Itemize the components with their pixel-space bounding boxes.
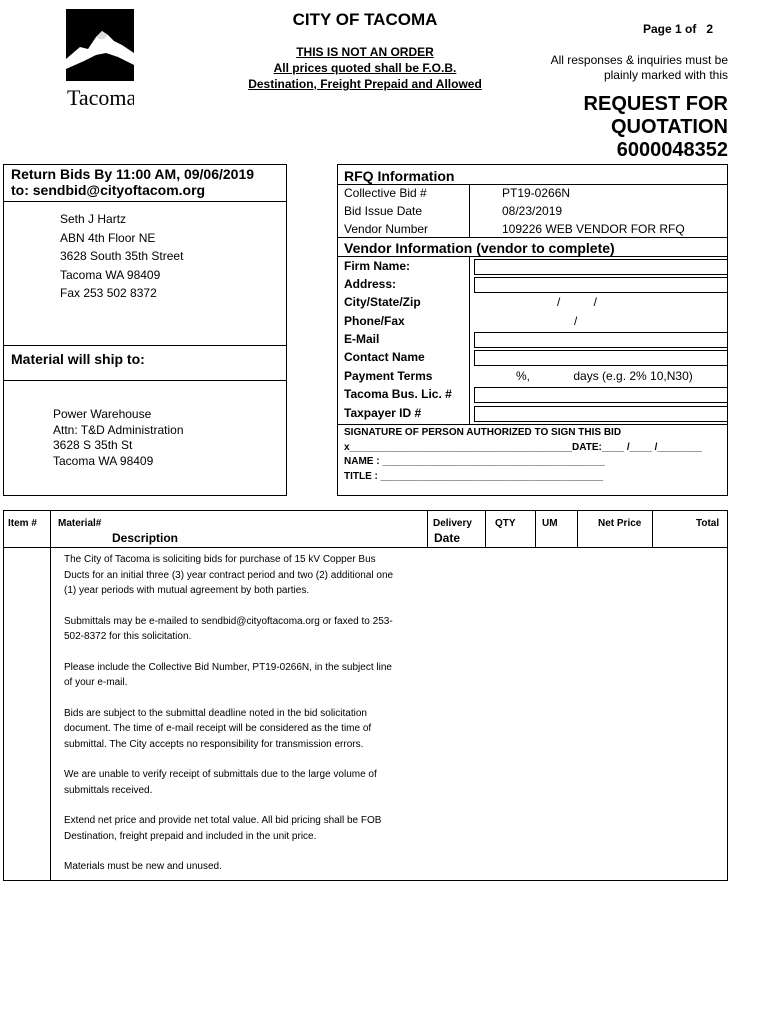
description-paragraph: We are unable to verify receipt of submittals due to the large volume of submittals received. [64,769,377,796]
rfq-number: 6000048352 [616,139,728,161]
taxpayer-id-label: Taxpayer ID # [344,406,422,420]
col-um: UM [542,518,558,529]
rfq-value-collective: PT19-0266N [502,186,571,200]
rfq-value-issue-date: 08/23/2019 [502,204,563,218]
email-input[interactable] [474,332,728,348]
return-address [60,210,183,303]
col-date: Date [434,531,461,545]
phone-fax-input[interactable]: / [574,314,578,328]
col-net-price: Net Price [598,518,642,529]
rfq-label-issue-date: Bid Issue Date [344,204,423,218]
item-description [64,552,394,890]
ship-to-address [53,407,184,470]
address-line: Fax 253 502 8372 [60,286,157,300]
page-indicator: Page 1 of 2 [643,22,714,36]
firm-name-label: Firm Name: [344,259,411,273]
notice-line: All prices quoted shall be F.O.B. [273,61,457,75]
address-line: ABN 4th Floor NE [60,230,156,245]
city-state-zip-input[interactable]: / / [557,295,598,309]
logo-text: Tacoma [67,85,134,110]
contact-name-input[interactable] [474,350,728,366]
description-paragraph: Submittals may be e-mailed to sendbid@cityoftacoma.org or faxed to 253-502-8372 for this solicitation. [64,615,393,642]
rfq-title-line: QUOTATION [610,116,728,138]
address-line: Attn: T&D Administration [53,422,184,437]
col-total: Total [696,518,720,529]
city-logo [66,9,134,110]
address-line: 3628 South 35th Street [60,249,184,263]
items-table [3,510,728,881]
return-bids-box [3,164,287,496]
city-title: CITY OF TACOMA [292,10,438,29]
notice-line: THIS IS NOT AN ORDER [296,45,434,59]
return-bids-title [11,166,254,198]
phone-fax-label: Phone/Fax [344,314,405,328]
rfq-info-title: RFQ Information [344,168,455,184]
payment-terms-label: Payment Terms [344,369,433,383]
taxpayer-id-input[interactable] [474,406,728,422]
responses-line: All responses & inquiries must be [550,53,728,67]
contact-name-label: Contact Name [344,350,425,364]
city-state-zip-label: City/State/Zip [344,295,421,309]
address-line: Tacoma WA 98409 [60,267,161,282]
description-paragraph: Materials must be new and unused. [64,861,222,872]
address-line: Seth J Hartz [60,212,127,226]
title-line[interactable]: TITLE : ________________________________________ [344,470,604,482]
payment-terms-input[interactable]: %, days (e.g. 2% 10,N30) [516,369,693,383]
notice-line: Destination, Freight Prepaid and Allowed [248,77,482,91]
rfq-title-line: REQUEST FOR [583,93,728,115]
return-bids-deadline: Return Bids By 11:00 AM, 09/06/2019 [11,166,255,182]
address-line: Tacoma WA 98409 [53,454,154,469]
signature-title: SIGNATURE OF PERSON AUTHORIZED TO SIGN THIS BID [344,427,622,438]
address-label: Address: [344,277,397,291]
signature-line[interactable]: x________________________________________DATE:____ /____ /________ [344,441,702,453]
responses-line: plainly marked with this [603,68,728,82]
description-paragraph: The City of Tacoma is soliciting bids for purchase of 15 kV Copper Bus Ducts for an initial three (3) year contract period and two (2) additional one (1) year periods with mutual agreement by both parties. [64,554,394,596]
col-delivery: Delivery [433,518,472,529]
responses-note [520,53,728,83]
rfq-label-collective: Collective Bid # [344,186,427,200]
firm-name-input[interactable] [474,259,728,275]
col-description: Description [112,531,179,545]
return-bids-email: to: sendbid@cityoftacom.org [11,182,206,198]
description-paragraph: Bids are subject to the submittal deadline noted in the bid solicitation document. The time of e-mail receipt will be considered as the time of submittal. The City accepts no responsibility for transmission errors. [64,707,372,750]
col-material: Material# [58,518,102,529]
rfq-title [540,93,728,162]
address-input[interactable] [474,277,728,293]
description-paragraph: Extend net price and provide net total value. All bid pricing shall be FOB Destination, freight prepaid and included in the unit price. [64,815,382,842]
vendor-info-title: Vendor Information (vendor to complete) [344,240,615,256]
signature-block [344,426,702,484]
bus-lic-input[interactable] [474,387,728,403]
address-line: 3628 S 35th St [53,438,133,453]
name-line[interactable]: NAME : ________________________________________ [344,456,605,467]
rfq-vendor-box [337,164,728,496]
order-notice [230,44,500,92]
description-paragraph: Please include the Collective Bid Number, PT19-0266N, in the subject line of your e-mail. [64,661,392,688]
email-label: E-Mail [344,332,380,346]
rfq-value-vendor-number: 109226 WEB VENDOR FOR RFQ [502,222,685,236]
bus-lic-label: Tacoma Bus. Lic. # [344,387,452,401]
address-line: Power Warehouse [53,407,152,421]
ship-to-title: Material will ship to: [11,351,145,367]
col-item: Item # [8,518,37,529]
rfq-label-vendor-number: Vendor Number [344,222,429,236]
col-qty: QTY [495,518,516,529]
